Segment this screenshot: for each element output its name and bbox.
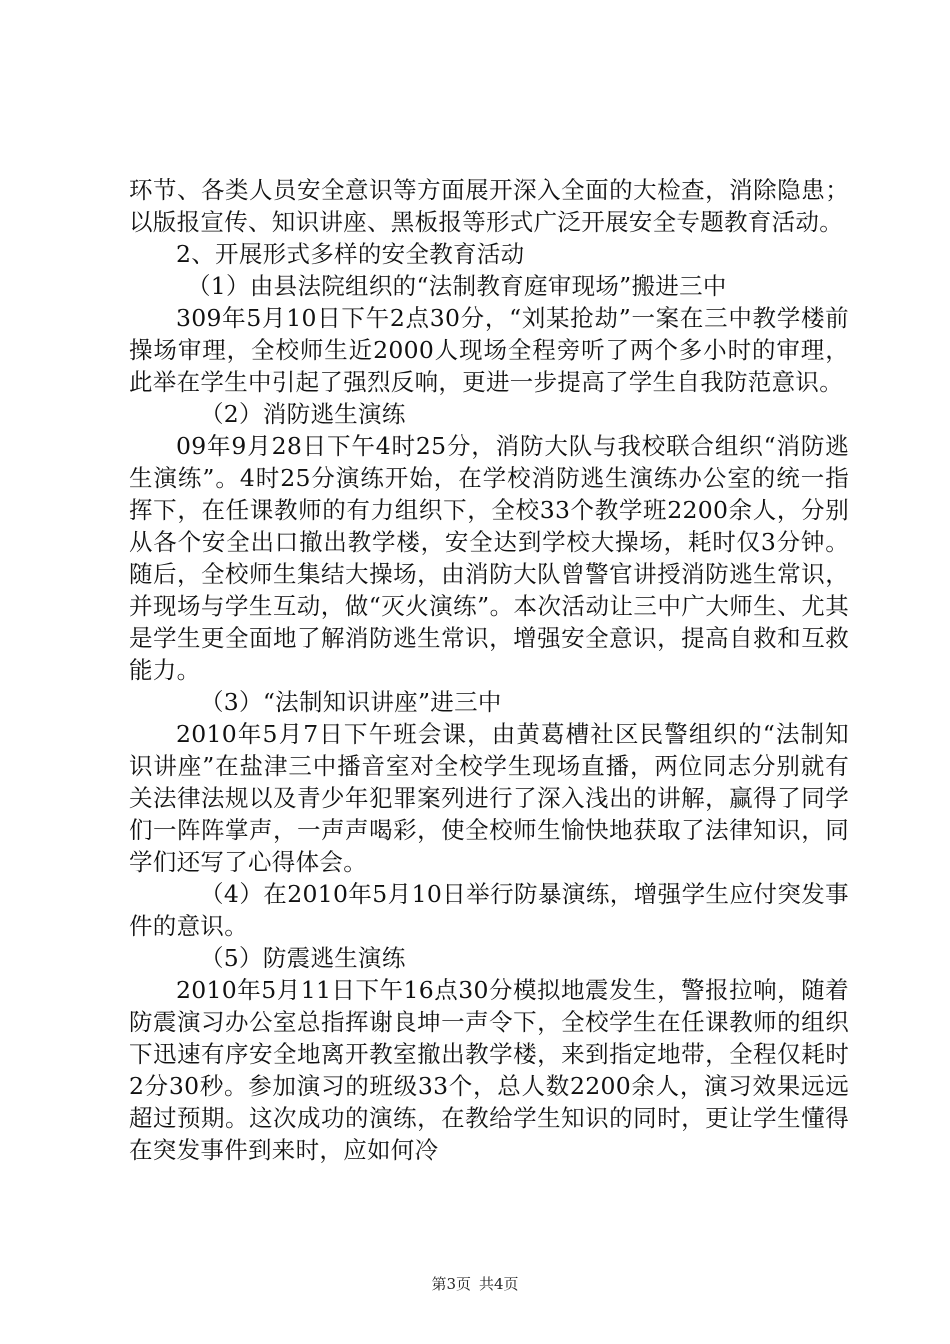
paragraph-court-hearing: 309年5月10日下午2点30分，“刘某抢劫”一案在三中教学楼前操场审理，全校师生近2000人现场全程旁听了两个多小时的审理，此举在学生中引起了强烈反响，更进一步提高了学生自我防范意识。 xyxy=(129,304,849,396)
page-number: 第3页 xyxy=(431,1275,471,1293)
subheading-1: （1）由县法院组织的“法制教育庭审现场”搬进三中 xyxy=(187,272,727,300)
subheading-5: （5）防震逃生演练 xyxy=(200,944,406,972)
section-heading-2: 2、开展形式多样的安全教育活动 xyxy=(176,240,525,268)
subheading-3: （3）“法制知识讲座”进三中 xyxy=(200,688,502,716)
paragraph-fire-drill: 09年9月28日下午4时25分，消防大队与我校联合组织“消防逃生演练”。4时25分演练开始，在学校消防逃生演练办公室的统一指挥下，在任课教师的有力组织下，全校33个教学班2200余人，分别从各个安全出口撤出教学楼，安全达到学校大操场，耗时仅3分钟。随后，全校师生集结大操场，由消防大队曾警官讲授消防逃生常识，并现场与学生互动，做“灭火演练”。本次活动让三中广大师生、尤其是学生更全面地了解消防逃生常识，增强安全意识，提高自救和互救能力。 xyxy=(129,432,849,684)
document-body xyxy=(129,174,849,1166)
paragraph-riot-drill: （4）在2010年5月10日举行防暴演练，增强学生应付突发事件的意识。 xyxy=(129,880,849,940)
paragraph-intro-continued: 环节、各类人员安全意识等方面展开深入全面的大检查，消除隐患；以版报宣传、知识讲座、黑板报等形式广泛开展安全专题教育活动。 xyxy=(129,176,849,236)
page-total: 共4页 xyxy=(479,1275,519,1293)
subheading-2: （2）消防逃生演练 xyxy=(200,400,406,428)
page-footer xyxy=(0,1274,950,1294)
paragraph-earthquake-drill: 2010年5月11日下午16点30分模拟地震发生，警报拉响，随着防震演习办公室总指挥谢良坤一声令下，全校学生在任课教师的组织下迅速有序安全地离开教室撤出教学楼，来到指定地带，全程仅耗时2分30秒。参加演习的班级33个，总人数2200余人，演习效果远远超过预期。这次成功的演练，在教给学生知识的同时，更让学生懂得在突发事件到来时，应如何冷 xyxy=(129,976,849,1164)
paragraph-law-lecture: 2010年5月7日下午班会课，由黄葛槽社区民警组织的“法制知识讲座”在盐津三中播音室对全校学生现场直播，两位同志分别就有关法律法规以及青少年犯罪案列进行了深入浅出的讲解，赢得了同学们一阵阵掌声，一声声喝彩，使全校师生愉快地获取了法律知识，同学们还写了心得体会。 xyxy=(129,720,849,876)
